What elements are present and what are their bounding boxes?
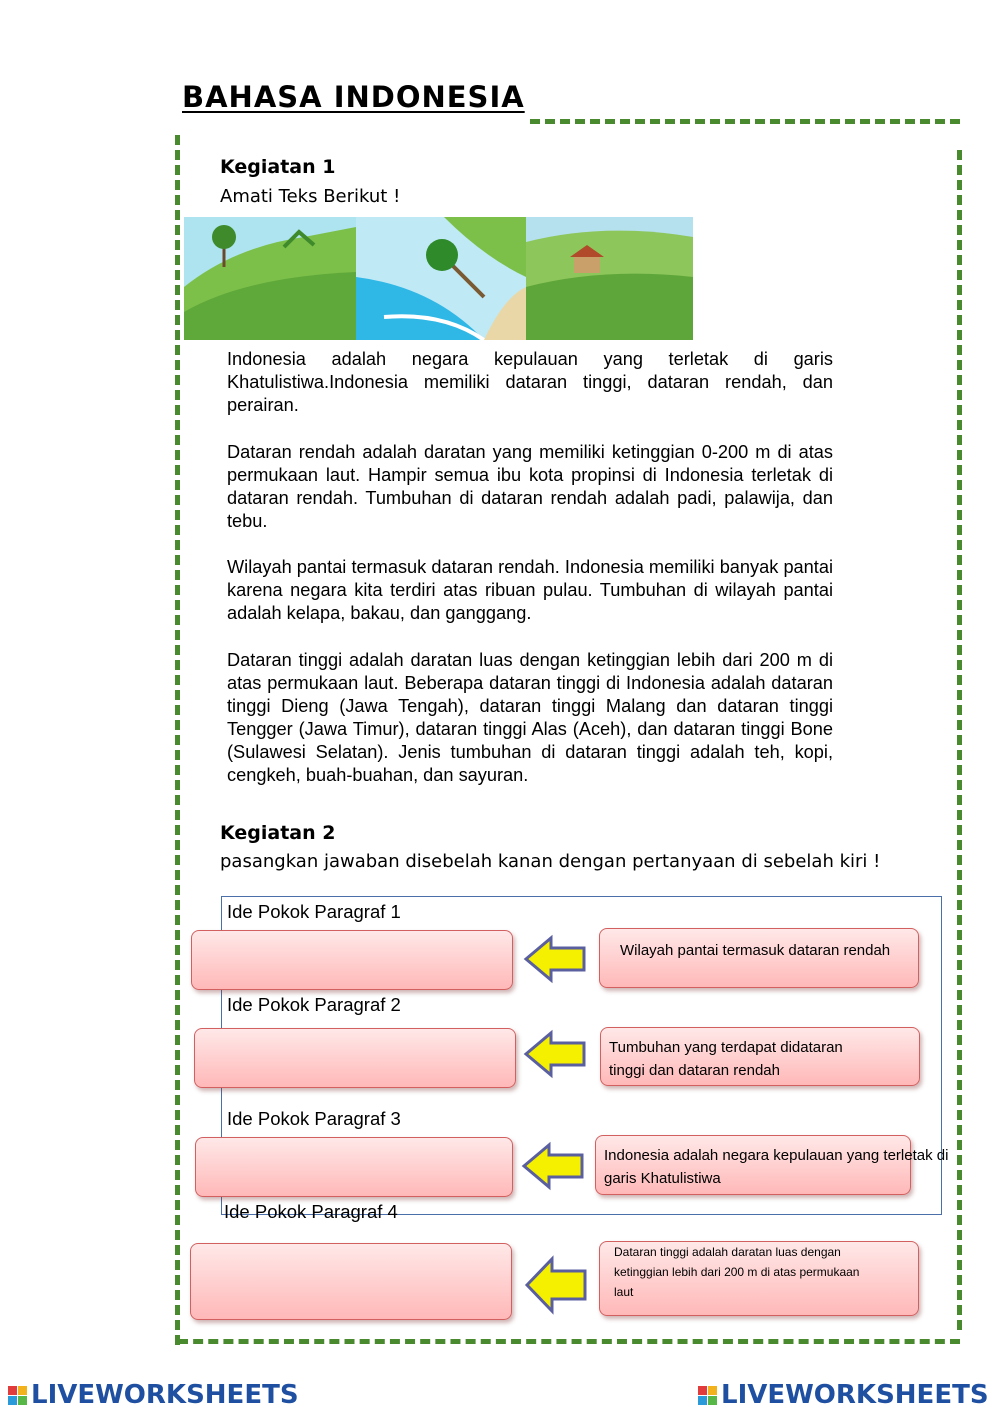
landscape-banner-image	[184, 217, 693, 340]
label-ide-pokok-4: Ide Pokok Paragraf 4	[224, 1201, 398, 1222]
farmland-panel	[526, 217, 693, 340]
left-arrow-icon	[524, 1256, 588, 1314]
answer-drop-box-3[interactable]	[195, 1137, 513, 1197]
left-arrow-icon	[521, 1142, 585, 1190]
answer-option-4[interactable]: Dataran tinggi adalah daratan luas dengan ketinggian lebih dari 200 m di atas permukaan laut	[599, 1241, 919, 1316]
dashed-frame-bottom	[178, 1339, 960, 1344]
paragraph-2: Dataran rendah adalah daratan yang memiliki ketinggian 0-200 m di atas permukaan laut. Hampir semua ibu kota propinsi di Indonesia terletak di dataran rendah. Tumbuhan di dataran rendah adalah padi, palawija, dan tebu.	[227, 442, 833, 531]
kegiatan-1-instruction: Amati Teks Berikut !	[220, 186, 401, 207]
beach-panel	[356, 217, 526, 340]
label-ide-pokok-1: Ide Pokok Paragraf 1	[227, 901, 401, 922]
left-arrow-icon	[523, 935, 587, 983]
kegiatan-1-heading: Kegiatan 1	[220, 156, 336, 178]
brand-text: LIVEWORKSHEETS	[31, 1380, 299, 1410]
answer-drop-box-2[interactable]	[194, 1028, 516, 1088]
label-ide-pokok-2: Ide Pokok Paragraf 2	[227, 994, 401, 1015]
liveworksheets-logo-icon	[8, 1386, 27, 1405]
footer-logo-right	[698, 1380, 989, 1410]
hills-panel	[184, 217, 356, 340]
dashed-frame-left	[175, 135, 180, 1345]
answer-option-3[interactable]: Indonesia adalah negara kepulauan yang terletak di garis Khatulistiwa	[595, 1135, 911, 1195]
answer-drop-box-4[interactable]	[190, 1243, 512, 1320]
kegiatan-2-heading: Kegiatan 2	[220, 822, 336, 844]
dashed-frame-top	[530, 119, 960, 124]
page-title: BAHASA INDONESIA	[182, 80, 525, 114]
label-ide-pokok-3: Ide Pokok Paragraf 3	[227, 1108, 401, 1129]
answer-option-1[interactable]: Wilayah pantai termasuk dataran rendah	[599, 928, 919, 988]
brand-text: LIVEWORKSHEETS	[721, 1380, 989, 1410]
dashed-frame-right	[957, 150, 962, 1330]
paragraph-4: Dataran tinggi adalah daratan luas dengan ketinggian lebih dari 200 m di atas permukaan laut. Beberapa dataran tinggi di Indonesia adalah dataran tinggi Dieng (Jawa Tengah), dataran tinggi Malang dan dataran tinggi Tengger (Jawa Timur), dataran tinggi Alas (Aceh), dan dataran tinggi Bone (Sulawesi Selatan). Jenis tumbuhan di dataran tinggi adalah teh, kopi, cengkeh, buah-buahan, dan sayuran.	[227, 650, 833, 785]
paragraph-1: Indonesia adalah negara kepulauan yang terletak di garis Khatulistiwa.Indonesia memiliki dataran tinggi, dataran rendah, dan perairan.	[227, 349, 833, 415]
liveworksheets-logo-icon	[698, 1386, 717, 1405]
answer-option-2[interactable]: Tumbuhan yang terdapat didataran tinggi dan dataran rendah	[600, 1027, 920, 1086]
footer-logo-left	[8, 1380, 299, 1410]
paragraph-3: Wilayah pantai termasuk dataran rendah. Indonesia memiliki banyak pantai karena negara kita terdiri atas ribuan pulau. Tumbuhan di wilayah pantai adalah kelapa, bakau, dan ganggang.	[227, 557, 833, 623]
left-arrow-icon	[523, 1030, 587, 1078]
answer-drop-box-1[interactable]	[191, 930, 513, 990]
kegiatan-2-instruction: pasangkan jawaban disebelah kanan dengan pertanyaan di sebelah kiri !	[220, 851, 881, 872]
